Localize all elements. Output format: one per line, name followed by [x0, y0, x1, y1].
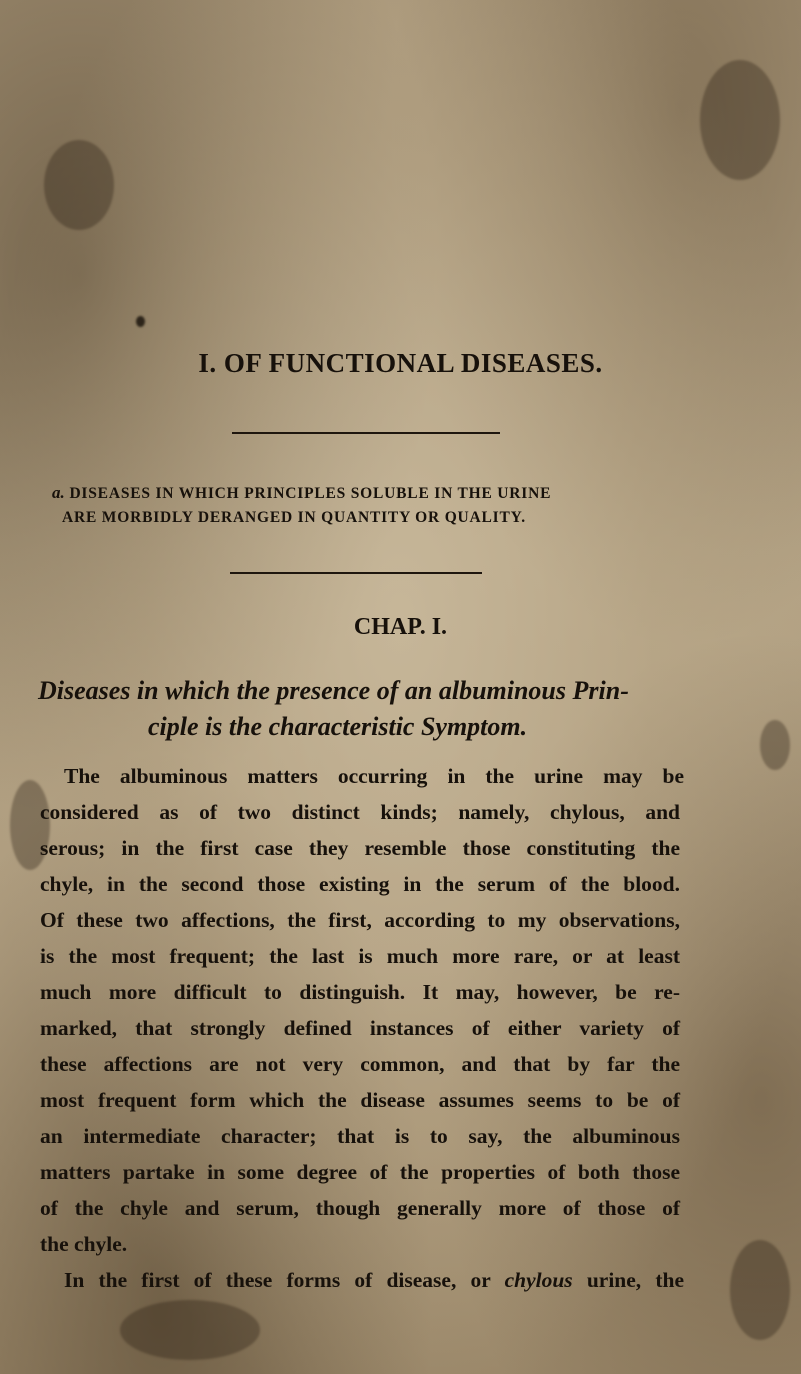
- chapter-number: CHAP. I.: [353, 614, 448, 640]
- paragraph-line: matters partake in some degree of the properties of both those: [40, 1160, 680, 1184]
- foxing-spot: [730, 1240, 790, 1340]
- paragraph-line: considered as of two distinct kinds; namely, chylous, and: [40, 800, 680, 824]
- paragraph-line: an intermediate character; that is to say, the albuminous: [40, 1124, 680, 1148]
- paragraph-line: chyle, in the second those existing in the serum of the blood.: [40, 872, 680, 896]
- paragraph-line: is the most frequent; the last is much more rare, or at least: [40, 944, 680, 968]
- division-rule: [230, 572, 482, 574]
- chapter-title-line-2: ciple is the characteristic Symptom.: [148, 712, 528, 741]
- paragraph-line: The albuminous matters occurring in the urine may be: [64, 764, 684, 788]
- paragraph-line: of the chyle and serum, though generally more of those of: [40, 1196, 680, 1220]
- division-heading-text-2: ARE MORBIDLY DERANGED IN QUANTITY OR QUALITY.: [62, 509, 526, 526]
- division-heading-text-1: DISEASES IN WHICH PRINCIPLES SOLUBLE IN THE URINE: [69, 485, 552, 502]
- paragraph-line: serous; in the first case they resemble those constituting the: [40, 836, 680, 860]
- paragraph-line: much more difficult to distinguish. It may, however, be re-: [40, 980, 680, 1004]
- foxing-spot: [760, 720, 790, 770]
- chapter-title-line-1: Diseases in which the presence of an albuminous Prin-: [38, 676, 629, 705]
- paragraph-line: these affections are not very common, and that by far the: [40, 1052, 680, 1076]
- paragraph-line: marked, that strongly defined instances of either variety of: [40, 1016, 680, 1040]
- paragraph-line: Of these two affections, the first, according to my observations,: [40, 908, 680, 932]
- division-heading-line-1: [52, 482, 712, 504]
- paragraph-line: most frequent form which the disease assumes seems to be of: [40, 1088, 680, 1112]
- heading-rule: [232, 432, 500, 434]
- division-marker: a.: [52, 483, 65, 502]
- section-heading: I. OF FUNCTIONAL DISEASES.: [198, 348, 603, 378]
- next-paragraph-text-before: In the first of these forms of disease, or: [64, 1268, 505, 1292]
- next-paragraph-line: [64, 1268, 684, 1293]
- foxing-spot: [44, 140, 114, 230]
- next-paragraph-text-after: urine, the: [572, 1268, 684, 1292]
- foxing-spot: [136, 316, 145, 327]
- foxing-spot: [700, 60, 780, 180]
- next-paragraph-emphasis: chylous: [504, 1268, 573, 1292]
- paragraph-line: the chyle.: [40, 1232, 128, 1256]
- foxing-spot: [120, 1300, 260, 1360]
- division-heading-line-2: [62, 507, 722, 528]
